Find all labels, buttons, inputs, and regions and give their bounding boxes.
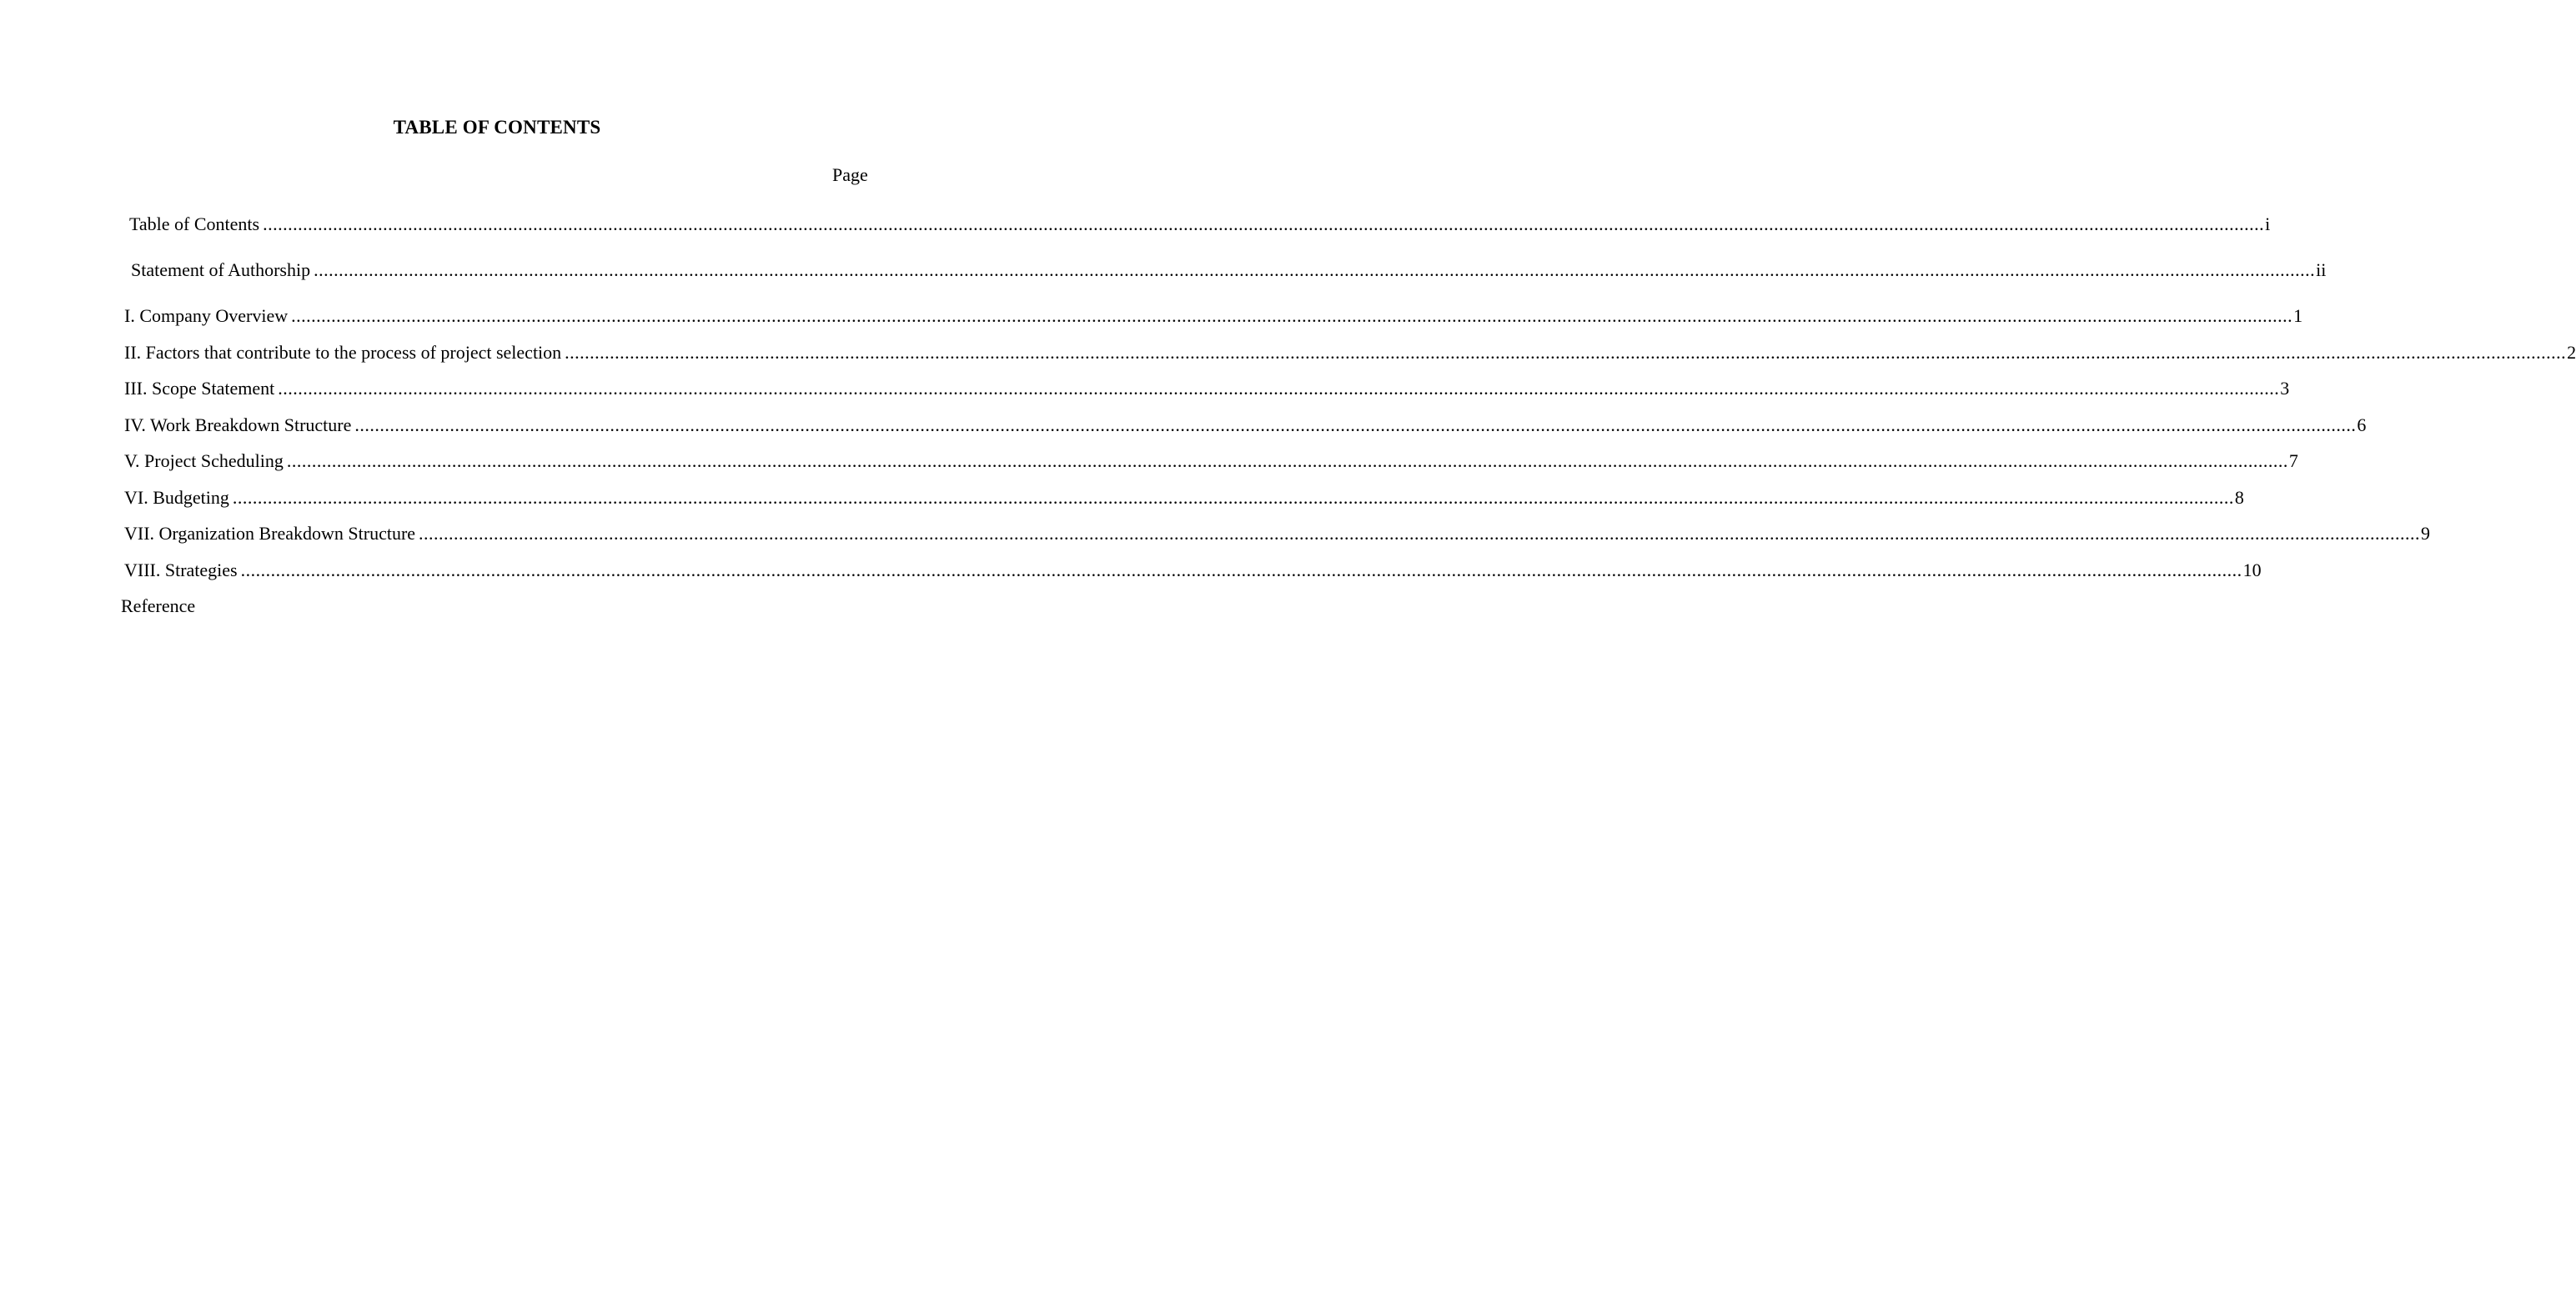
- toc-entry-label: VII. Organization Breakdown Structure: [124, 523, 416, 544]
- toc-entry-page: 9: [2421, 523, 2431, 544]
- toc-entry-label: II. Factors that contribute to the process of project selection: [124, 342, 562, 363]
- toc-entry-work-breakdown-structure[interactable]: [124, 413, 2367, 438]
- dot-leader: ................................................................................................................................................................................................................................................................................................................................................................................................................: [240, 560, 2242, 580]
- toc-entry-project-scheduling[interactable]: [124, 449, 2298, 474]
- toc-entry-company-overview[interactable]: [124, 304, 2303, 329]
- page-column-header: Page: [832, 164, 868, 185]
- toc-entry-page: 6: [2357, 414, 2367, 435]
- toc-entry-page: 3: [2280, 378, 2290, 399]
- toc-entry-label: I. Company Overview: [124, 305, 289, 326]
- toc-entry-page: 8: [2234, 487, 2244, 508]
- toc-entry-page: 10: [2242, 560, 2262, 580]
- toc-entry-page: 1: [2293, 305, 2303, 326]
- page-title: TABLE OF CONTENTS: [393, 117, 601, 138]
- toc-entry-strategies[interactable]: [124, 558, 2262, 583]
- toc-entry-page: 7: [2288, 450, 2298, 471]
- toc-entry-table-of-contents[interactable]: [129, 212, 2271, 237]
- toc-reference[interactable]: Reference: [121, 595, 196, 616]
- dot-leader: ................................................................................................................................................................................................................................................................................................................................................................................................................: [291, 305, 2293, 326]
- toc-entry-label: III. Scope Statement: [124, 378, 275, 399]
- dot-leader: ................................................................................................................................................................................................................................................................................................................................................................................................................: [278, 378, 2280, 399]
- dot-leader: ................................................................................................................................................................................................................................................................................................................................................................................................................: [286, 450, 2288, 471]
- toc-entry-label: V. Project Scheduling: [124, 450, 284, 471]
- dot-leader: ................................................................................................................................................................................................................................................................................................................................................................................................................: [354, 414, 2357, 435]
- toc-entry-project-selection-factors[interactable]: [124, 340, 2576, 365]
- toc-entry-label: IV. Work Breakdown Structure: [124, 414, 352, 435]
- dot-leader: ................................................................................................................................................................................................................................................................................................................................................................................................................: [565, 342, 2567, 363]
- toc-entry-label: VI. Budgeting: [124, 487, 229, 508]
- dot-leader: ................................................................................................................................................................................................................................................................................................................................................................................................................: [263, 213, 2265, 234]
- toc-entry-page: i: [2265, 213, 2271, 234]
- toc-entry-label: VIII. Strategies: [124, 560, 238, 580]
- dot-leader: ................................................................................................................................................................................................................................................................................................................................................................................................................: [314, 259, 2316, 280]
- toc-entry-label: Table of Contents: [129, 213, 260, 234]
- toc-entry-budgeting[interactable]: [124, 485, 2244, 510]
- toc-entry-page: 2: [2567, 342, 2576, 363]
- toc-entry-label: Statement of Authorship: [131, 259, 311, 280]
- toc-entry-scope-statement[interactable]: [124, 376, 2290, 401]
- dot-leader: ................................................................................................................................................................................................................................................................................................................................................................................................................: [419, 523, 2421, 544]
- toc-entry-statement-of-authorship[interactable]: [131, 258, 2327, 283]
- dot-leader: ................................................................................................................................................................................................................................................................................................................................................................................................................: [232, 487, 2234, 508]
- toc-entry-organization-breakdown-structure[interactable]: [124, 521, 2431, 546]
- toc-entry-page: ii: [2316, 259, 2327, 280]
